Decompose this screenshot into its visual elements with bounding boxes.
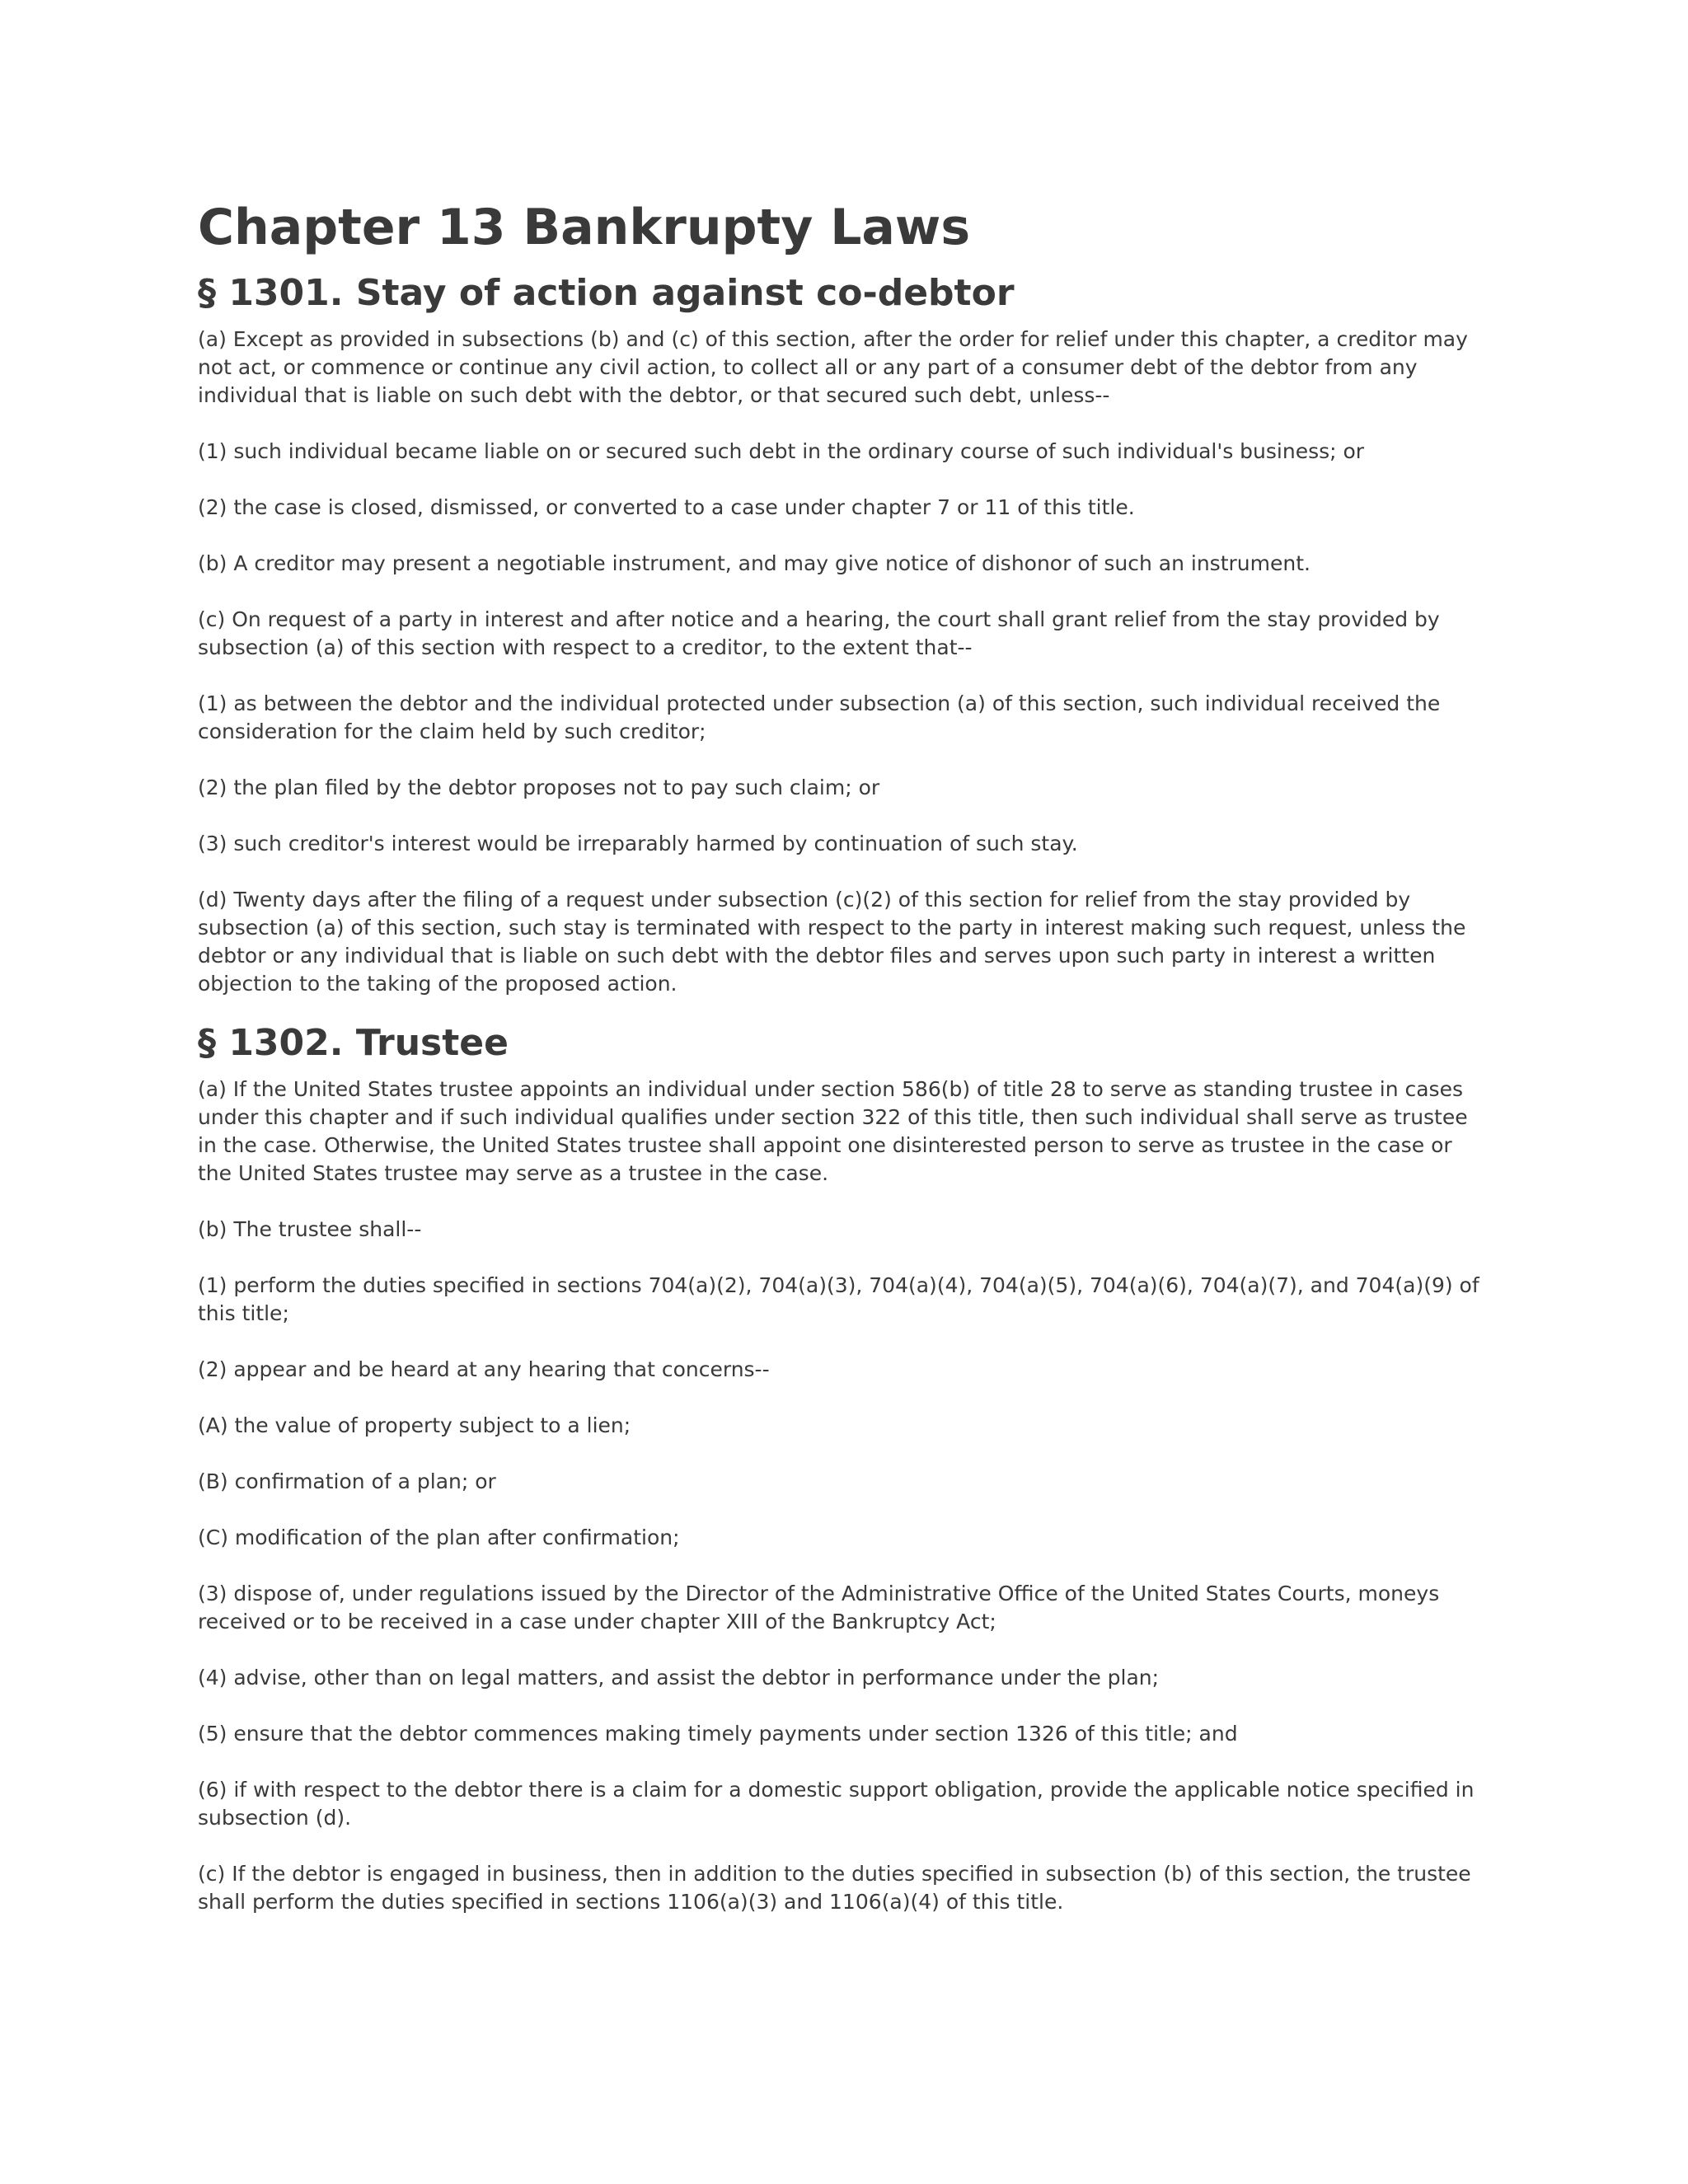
paragraph: (3) such creditor's interest would be irreparably harmed by continuation of such stay.	[198, 832, 1078, 855]
section-heading: § 1301. Stay of action against co-debtor	[198, 272, 1015, 314]
paragraph: (1) as between the debtor and the individual protected under subsection (a) of this section, such individual received the consideration for the claim held by such creditor;	[198, 691, 1441, 743]
paragraph: (6) if with respect to the debtor there is a claim for a domestic support obligation, provide the applicable notice specified in subsection (d).	[198, 1778, 1475, 1830]
paragraph: (C) modification of the plan after confirmation;	[198, 1526, 680, 1549]
paragraph: (c) On request of a party in interest and after notice and a hearing, the court shall grant relief from the stay provided by subsection (a) of this section with respect to a creditor, to the extent that--	[198, 607, 1440, 659]
paragraph: (B) confirmation of a plan; or	[198, 1469, 496, 1493]
paragraph: (2) the plan filed by the debtor proposes not to pay such claim; or	[198, 776, 880, 799]
paragraph: (3) dispose of, under regulations issued by the Director of the Administrative Office of the United States Courts, moneys received or to be received in a case under chapter XIII of the Bankruptcy Act;	[198, 1582, 1440, 1633]
paragraph: (4) advise, other than on legal matters, and assist the debtor in performance under the plan;	[198, 1666, 1160, 1690]
paragraph: (A) the value of property subject to a lien;	[198, 1413, 631, 1437]
paragraph: (d) Twenty days after the filing of a request under subsection (c)(2) of this section for relief from the stay provided by subsection (a) of this section, such stay is terminated with respect to the party in interest making such request, unless the debtor or any individual that is liable on such debt with the debtor files and serves upon such party in interest a written objection to the taking of the proposed action.	[198, 888, 1466, 996]
paragraph: (5) ensure that the debtor commences making timely payments under section 1326 of this title; and	[198, 1722, 1238, 1746]
paragraph: (b) A creditor may present a negotiable instrument, and may give notice of dishonor of such an instrument.	[198, 551, 1311, 575]
paragraph: (c) If the debtor is engaged in business, then in addition to the duties specified in subsection (b) of this section, the trustee shall perform the duties specified in sections 1106(a)(3) and 1106(a)(4) of this title.	[198, 1862, 1471, 1914]
paragraph: (a) If the United States trustee appoints an individual under section 586(b) of title 28 to serve as standing trustee in cases under this chapter and if such individual qualifies under section 322 of this title, then such individual shall serve as trustee in the case. Otherwise, the United States trustee shall appoint one disinterested person to serve as trustee in the case or the United States trustee may serve as a trustee in the case.	[198, 1077, 1468, 1185]
section-1302	[198, 1019, 1492, 1916]
section-heading: § 1302. Trustee	[198, 1022, 509, 1064]
section-1301	[198, 269, 1492, 998]
paragraph: (a) Except as provided in subsections (b) and (c) of this section, after the order for relief under this chapter, a creditor may not act, or commence or continue any civil action, to collect all or any part of a consumer debt of the debtor from any individual that is liable on such debt with the debtor, or that secured such debt, unless--	[198, 327, 1468, 407]
paragraph: (1) such individual became liable on or secured such debt in the ordinary course of such individual's business; or	[198, 439, 1365, 463]
paragraph: (2) appear and be heard at any hearing that concerns--	[198, 1357, 770, 1381]
document-page	[198, 194, 1492, 1916]
document-title: Chapter 13 Bankrupty Laws	[198, 199, 971, 256]
paragraph: (b) The trustee shall--	[198, 1217, 422, 1241]
paragraph: (1) perform the duties specified in sections 704(a)(2), 704(a)(3), 704(a)(4), 704(a)(5), 704(a)(6), 704(a)(7), and 704(a)(9) of this title;	[198, 1273, 1479, 1325]
paragraph: (2) the case is closed, dismissed, or converted to a case under chapter 7 or 11 of this title.	[198, 495, 1135, 519]
